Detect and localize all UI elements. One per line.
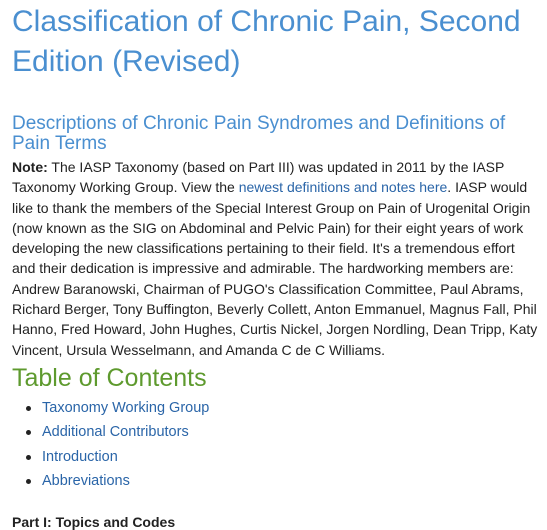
toc-item-taxonomy-working-group [12, 396, 540, 421]
toc-link-taxonomy-working-group[interactable]: Taxonomy Working Group [42, 399, 210, 416]
toc-heading: Table of Contents [12, 363, 207, 392]
toc-item-abbreviations [12, 469, 540, 494]
toc-item-additional-contributors [12, 420, 540, 445]
note-text-before-link: The IASP Taxonomy (based on Part III) was updated in 2011 by the IASP Taxonomy Working Group. View the [12, 159, 505, 196]
toc-link-additional-contributors[interactable]: Additional Contributors [42, 424, 189, 441]
note-paragraph [12, 157, 540, 360]
toc-link-abbreviations[interactable]: Abbreviations [42, 473, 130, 490]
toc-list [12, 396, 540, 494]
bullet-icon [26, 479, 31, 484]
page-title: Classification of Chronic Pain, Second Edition (Revised) [12, 5, 521, 78]
note-text-after-link: . IASP would like to thank the members of the Special Interest Group on Pain of Urogenital Origin (now known as the SIG on Abdominal and Pelvic Pain) for their eight years of work developing the new classifications pertaining to their field. It's a tremendous effort and their dedication is impressive and admirable. The hardworking members are: Andrew Baranowski, Chairman of PUGO's Classification Committee, Paul Abrams, Richard Berger, Tony Buffington, Beverly Collett, Anton Emmanuel, Magnus Fall, Phil Hanno, Fred Howard, John Hughes, Curtis Nickel, Jorgen Nordling, Dean Tripp, Katy Vincent, Ursula Wesselmann, and Amanda C de C Williams. [12, 179, 538, 358]
bullet-icon [26, 406, 31, 411]
toc-link-introduction[interactable]: Introduction [42, 448, 118, 465]
note-label: Note: [12, 159, 48, 175]
page-content [12, 0, 540, 494]
part-one-heading: Part I: Topics and Codes [12, 514, 176, 530]
toc-item-introduction [12, 445, 540, 470]
newest-definitions-link[interactable]: newest definitions and notes here [238, 179, 448, 196]
page-subtitle: Descriptions of Chronic Pain Syndromes and Definitions of Pain Terms [12, 113, 506, 154]
bullet-icon [26, 430, 31, 435]
bullet-icon [26, 455, 31, 460]
